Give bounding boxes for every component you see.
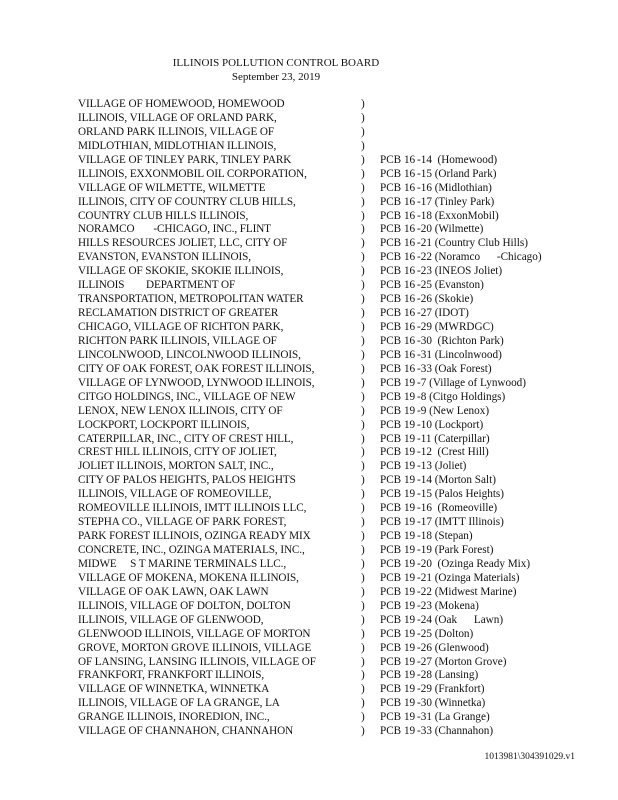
case-number: -22 (Midwest Marine) bbox=[417, 585, 517, 598]
pcb-docket: PCB 19 bbox=[380, 516, 416, 529]
caption-paren: ) bbox=[361, 321, 365, 333]
caption-line bbox=[0, 210, 618, 224]
case-number: -8 (Citgo Holdings) bbox=[417, 390, 506, 403]
caption-line bbox=[0, 279, 618, 293]
pcb-docket: PCB 16 bbox=[380, 195, 416, 208]
party-text: PARK FOREST ILLINOIS, OZINGA READY MIX bbox=[78, 530, 311, 543]
pcb-docket: PCB 19 bbox=[380, 418, 416, 431]
party-text: EVANSTON, EVANSTON ILLINOIS, bbox=[78, 251, 251, 264]
case-number: -29 (Frankfort) bbox=[417, 683, 485, 696]
caption-line bbox=[0, 419, 618, 433]
caption-paren: ) bbox=[361, 348, 365, 361]
case-number: -33 (Channahon) bbox=[417, 725, 494, 738]
party-text: OF LANSING, LANSING ILLINOIS, VILLAGE OF bbox=[78, 655, 316, 668]
caption-line bbox=[0, 98, 618, 112]
pcb-docket: PCB 19 bbox=[380, 460, 416, 473]
caption-paren: ) bbox=[361, 488, 365, 501]
party-text: GRANGE ILLINOIS, INOREDION, INC., bbox=[78, 711, 270, 724]
party-text: VILLAGE OF HOMEWOOD, HOMEWOOD bbox=[78, 98, 285, 110]
pcb-docket: PCB 19 bbox=[380, 585, 416, 598]
party-text: CREST HILL ILLINOIS, CITY OF JOLIET, bbox=[78, 446, 277, 459]
caption-paren: ) bbox=[361, 251, 365, 264]
party-text: VILLAGE OF TINLEY PARK, TINLEY PARK bbox=[78, 153, 292, 166]
caption-paren: ) bbox=[361, 195, 365, 208]
party-text: ILLINOIS, VILLAGE OF ORLAND PARK, bbox=[78, 111, 277, 124]
caption-line bbox=[0, 112, 618, 126]
party-text: MIDLOTHIAN, MIDLOTHIAN ILLINOIS, bbox=[78, 139, 277, 152]
pcb-docket: PCB 16 bbox=[380, 307, 416, 320]
party-text: CITGO HOLDINGS, INC., VILLAGE OF NEW bbox=[78, 390, 296, 403]
case-number: -20 (Ozinga Ready Mix) bbox=[417, 557, 531, 570]
caption-line bbox=[0, 725, 618, 739]
caption-paren: ) bbox=[361, 153, 365, 166]
pcb-docket: PCB 16 bbox=[380, 153, 416, 166]
caption-line bbox=[0, 265, 618, 279]
case-number: -10 (Lockport) bbox=[417, 418, 484, 431]
board-title: ILLINOIS POLLUTION CONTROL BOARD bbox=[172, 57, 380, 69]
pcb-docket: PCB 19 bbox=[380, 446, 416, 459]
caption-paren: ) bbox=[361, 167, 365, 180]
caption-paren: ) bbox=[361, 655, 365, 668]
case-number: -23 (INEOS Joliet) bbox=[417, 265, 503, 278]
party-text: VILLAGE OF CHANNAHON, CHANNAHON bbox=[78, 725, 294, 738]
caption-paren: ) bbox=[361, 237, 365, 250]
party-text: CATERPILLAR, INC., CITY OF CREST HILL, bbox=[78, 432, 294, 445]
caption-paren: ) bbox=[361, 669, 365, 682]
caption-paren: ) bbox=[361, 585, 365, 598]
caption-paren: ) bbox=[361, 641, 365, 654]
caption-paren: ) bbox=[361, 516, 365, 529]
pcb-docket: PCB 19 bbox=[380, 669, 416, 682]
caption-paren: ) bbox=[361, 139, 365, 152]
caption-paren: ) bbox=[361, 265, 365, 278]
caption-line bbox=[0, 182, 618, 196]
document-header bbox=[0, 57, 552, 84]
caption-paren: ) bbox=[361, 683, 365, 696]
caption-paren: ) bbox=[361, 279, 365, 292]
case-number: -22 (Noramco -Chicago) bbox=[417, 251, 542, 264]
caption-line bbox=[0, 516, 618, 530]
pcb-docket: PCB 19 bbox=[380, 571, 416, 584]
case-number: -14 (Morton Salt) bbox=[417, 474, 496, 487]
case-number: -27 (Morton Grove) bbox=[417, 655, 507, 668]
pcb-docket: PCB 16 bbox=[380, 167, 416, 180]
case-number: -15 (Palos Heights) bbox=[417, 488, 505, 501]
caption-line bbox=[0, 251, 618, 265]
document-date: September 23, 2019 bbox=[231, 70, 321, 83]
party-text: ILLINOIS, VILLAGE OF GLENWOOD, bbox=[78, 613, 264, 626]
party-text: ILLINOIS, VILLAGE OF ROMEOVILLE, bbox=[78, 488, 272, 501]
case-number: -14 (Homewood) bbox=[417, 153, 498, 166]
party-text: RECLAMATION DISTRICT OF GREATER bbox=[78, 307, 279, 320]
pcb-docket: PCB 19 bbox=[380, 390, 416, 403]
party-text: VILLAGE OF WILMETTE, WILMETTE bbox=[78, 181, 266, 194]
caption-line bbox=[0, 363, 618, 377]
caption-line bbox=[0, 572, 618, 586]
pcb-docket: PCB 19 bbox=[380, 627, 416, 640]
caption-paren: ) bbox=[361, 362, 365, 375]
caption-paren: ) bbox=[361, 697, 365, 710]
pcb-docket: PCB 19 bbox=[380, 404, 416, 417]
party-text: ILLINOIS, CITY OF COUNTRY CLUB HILLS, bbox=[78, 195, 296, 208]
pcb-docket: PCB 19 bbox=[380, 655, 416, 668]
caption-paren: ) bbox=[361, 530, 365, 543]
party-text: CONCRETE, INC., OZINGA MATERIALS, INC., bbox=[78, 544, 305, 556]
party-text: ILLINOIS DEPARTMENT OF bbox=[78, 279, 236, 292]
caption-paren: ) bbox=[361, 627, 365, 640]
party-text: VILLAGE OF LYNWOOD, LYNWOOD ILLINOIS, bbox=[78, 376, 315, 389]
caption-paren: ) bbox=[361, 711, 365, 724]
case-number: -12 (Crest Hill) bbox=[417, 446, 489, 459]
document-id: 1013981\304391029.v1 bbox=[484, 752, 575, 762]
caption-paren: ) bbox=[361, 544, 365, 556]
pcb-docket: PCB 19 bbox=[380, 725, 416, 738]
case-number: -20 (Wilmette) bbox=[417, 223, 484, 236]
caption-line bbox=[0, 614, 618, 628]
caption-line bbox=[0, 391, 618, 405]
case-number: -16 (Midlothian) bbox=[417, 181, 492, 194]
caption-paren: ) bbox=[361, 446, 365, 459]
pcb-docket: PCB 19 bbox=[380, 683, 416, 696]
caption-line bbox=[0, 335, 618, 349]
caption-line bbox=[0, 126, 618, 140]
pcb-docket: PCB 16 bbox=[380, 265, 416, 278]
party-text: VILLAGE OF MOKENA, MOKENA ILLINOIS, bbox=[78, 571, 299, 584]
party-text: LOCKPORT, LOCKPORT ILLINOIS, bbox=[78, 418, 250, 431]
caption-line bbox=[0, 697, 618, 711]
caption-paren: ) bbox=[361, 404, 365, 417]
pcb-docket: PCB 19 bbox=[380, 711, 416, 724]
pcb-docket: PCB 19 bbox=[380, 474, 416, 487]
pcb-docket: PCB 16 bbox=[380, 293, 416, 306]
caption-line bbox=[0, 628, 618, 642]
case-number: -24 (Oak Lawn) bbox=[417, 613, 504, 626]
caption-line bbox=[0, 544, 618, 558]
caption-line bbox=[0, 433, 618, 447]
caption-paren: ) bbox=[361, 376, 365, 389]
caption-line bbox=[0, 237, 618, 251]
party-text: LENOX, NEW LENOX ILLINOIS, CITY OF bbox=[78, 404, 283, 417]
case-number: -9 (New Lenox) bbox=[417, 404, 490, 417]
caption-line bbox=[0, 502, 618, 516]
caption-paren: ) bbox=[361, 502, 365, 515]
case-number: -30 (Richton Park) bbox=[417, 334, 504, 347]
party-text: GROVE, MORTON GROVE ILLINOIS, VILLAGE bbox=[78, 641, 312, 654]
caption-line bbox=[0, 460, 618, 474]
party-text: FRANKFORT, FRANKFORT ILLINOIS, bbox=[78, 669, 265, 682]
caption-line bbox=[0, 656, 618, 670]
party-text: TRANSPORTATION, METROPOLITAN WATER bbox=[78, 293, 304, 306]
caption-paren: ) bbox=[361, 223, 365, 236]
caption-line bbox=[0, 349, 618, 363]
pcb-docket: PCB 19 bbox=[380, 432, 416, 445]
caption-line bbox=[0, 600, 618, 614]
party-text: VILLAGE OF SKOKIE, SKOKIE ILLINOIS, bbox=[78, 265, 284, 278]
caption-line bbox=[0, 405, 618, 419]
case-number: -23 (Mokena) bbox=[417, 599, 479, 612]
party-text: VILLAGE OF WINNETKA, WINNETKA bbox=[78, 683, 270, 696]
caption-paren: ) bbox=[361, 334, 365, 347]
pcb-docket: PCB 16 bbox=[380, 223, 416, 236]
case-number: -25 (Evanston) bbox=[417, 279, 484, 292]
party-text: STEPHA CO., VILLAGE OF PARK FOREST, bbox=[78, 516, 287, 529]
party-text: ROMEOVILLE ILLINOIS, IMTT ILLINOIS LLC, bbox=[78, 502, 307, 515]
caption-paren: ) bbox=[361, 474, 365, 487]
case-number: -13 (Joliet) bbox=[417, 460, 467, 473]
case-number: -29 (MWRDGC) bbox=[417, 321, 494, 333]
case-number: -30 (Winnetka) bbox=[417, 697, 486, 710]
caption-paren: ) bbox=[361, 432, 365, 445]
case-number: -7 (Village of Lynwood) bbox=[417, 376, 527, 389]
case-number: -16 (Romeoville) bbox=[417, 502, 498, 515]
caption-line bbox=[0, 168, 618, 182]
pcb-docket: PCB 19 bbox=[380, 697, 416, 710]
caption-paren: ) bbox=[361, 209, 365, 222]
caption-line bbox=[0, 669, 618, 683]
pcb-docket: PCB 16 bbox=[380, 362, 416, 375]
caption-line bbox=[0, 196, 618, 210]
case-number: -25 (Dolton) bbox=[417, 627, 474, 640]
pcb-docket: PCB 19 bbox=[380, 376, 416, 389]
caption-paren: ) bbox=[361, 125, 365, 138]
pcb-docket: PCB 16 bbox=[380, 321, 416, 333]
party-text: CITY OF PALOS HEIGHTS, PALOS HEIGHTS bbox=[78, 474, 296, 487]
party-text: RICHTON PARK ILLINOIS, VILLAGE OF bbox=[78, 334, 277, 347]
pcb-docket: PCB 16 bbox=[380, 334, 416, 347]
caption-line bbox=[0, 293, 618, 307]
pcb-docket: PCB 19 bbox=[380, 613, 416, 626]
case-number: -21 (Country Club Hills) bbox=[417, 237, 528, 250]
caption-paren: ) bbox=[361, 557, 365, 570]
party-text: NORAMCO -CHICAGO, INC., FLINT bbox=[78, 223, 271, 236]
caption-paren: ) bbox=[361, 98, 365, 110]
caption-line bbox=[0, 307, 618, 321]
party-text: JOLIET ILLINOIS, MORTON SALT, INC., bbox=[78, 460, 274, 473]
pcb-docket: PCB 19 bbox=[380, 557, 416, 570]
caption-line bbox=[0, 223, 618, 237]
pcb-docket: PCB 16 bbox=[380, 348, 416, 361]
pcb-docket: PCB 19 bbox=[380, 502, 416, 515]
caption-line bbox=[0, 530, 618, 544]
party-text: HILLS RESOURCES JOLIET, LLC, CITY OF bbox=[78, 237, 288, 250]
case-number: -17 (Tinley Park) bbox=[417, 195, 495, 208]
caption-line bbox=[0, 711, 618, 725]
case-number: -15 (Orland Park) bbox=[417, 167, 497, 180]
caption-paren: ) bbox=[361, 613, 365, 626]
caption-line bbox=[0, 642, 618, 656]
case-number: -26 (Glenwood) bbox=[417, 641, 489, 654]
party-text: ORLAND PARK ILLINOIS, VILLAGE OF bbox=[78, 125, 274, 138]
party-text: LINCOLNWOOD, LINCOLNWOOD ILLINOIS, bbox=[78, 348, 301, 361]
caption-line bbox=[0, 154, 618, 168]
caption-line bbox=[0, 474, 618, 488]
case-caption bbox=[0, 98, 618, 739]
caption-paren: ) bbox=[361, 460, 365, 473]
case-number: -18 (ExxonMobil) bbox=[417, 209, 499, 222]
caption-paren: ) bbox=[361, 307, 365, 320]
caption-paren: ) bbox=[361, 571, 365, 584]
party-text: ILLINOIS, EXXONMOBIL OIL CORPORATION, bbox=[78, 167, 307, 180]
case-number: -18 (Stepan) bbox=[417, 530, 473, 543]
caption-paren: ) bbox=[361, 293, 365, 306]
party-text: CITY OF OAK FOREST, OAK FOREST ILLINOIS, bbox=[78, 362, 315, 375]
case-number: -11 (Caterpillar) bbox=[417, 432, 490, 445]
pcb-docket: PCB 16 bbox=[380, 251, 416, 264]
pcb-docket: PCB 16 bbox=[380, 181, 416, 194]
caption-line bbox=[0, 446, 618, 460]
case-number: -21 (Ozinga Materials) bbox=[417, 571, 520, 584]
caption-line bbox=[0, 558, 618, 572]
caption-paren: ) bbox=[361, 418, 365, 431]
party-text: COUNTRY CLUB HILLS ILLINOIS, bbox=[78, 209, 249, 222]
caption-paren: ) bbox=[361, 390, 365, 403]
caption-line bbox=[0, 377, 618, 391]
party-text: CHICAGO, VILLAGE OF RICHTON PARK, bbox=[78, 321, 284, 333]
case-number: -17 (IMTT Illinois) bbox=[417, 516, 504, 529]
case-number: -28 (Lansing) bbox=[417, 669, 479, 682]
case-number: -31 (Lincolnwood) bbox=[417, 348, 502, 361]
caption-line bbox=[0, 683, 618, 697]
caption-line bbox=[0, 140, 618, 154]
party-text: GLENWOOD ILLINOIS, VILLAGE OF MORTON bbox=[78, 627, 311, 640]
caption-line bbox=[0, 488, 618, 502]
case-number: -27 (IDOT) bbox=[417, 307, 469, 320]
caption-line bbox=[0, 586, 618, 600]
party-text: ILLINOIS, VILLAGE OF LA GRANGE, LA bbox=[78, 697, 280, 710]
caption-paren: ) bbox=[361, 181, 365, 194]
caption-paren: ) bbox=[361, 111, 365, 124]
pcb-docket: PCB 19 bbox=[380, 641, 416, 654]
pcb-docket: PCB 16 bbox=[380, 209, 416, 222]
party-text: VILLAGE OF OAK LAWN, OAK LAWN bbox=[78, 585, 269, 598]
pcb-docket: PCB 16 bbox=[380, 279, 416, 292]
pcb-docket: PCB 19 bbox=[380, 488, 416, 501]
case-number: -33 (Oak Forest) bbox=[417, 362, 492, 375]
pcb-docket: PCB 16 bbox=[380, 237, 416, 250]
party-text: MIDWE S T MARINE TERMINALS LLC., bbox=[78, 557, 287, 570]
case-number: -19 (Park Forest) bbox=[417, 544, 494, 556]
pcb-docket: PCB 19 bbox=[380, 599, 416, 612]
caption-paren: ) bbox=[361, 725, 365, 738]
case-number: -31 (La Grange) bbox=[417, 711, 490, 724]
case-number: -26 (Skokie) bbox=[417, 293, 474, 306]
caption-paren: ) bbox=[361, 599, 365, 612]
pcb-docket: PCB 19 bbox=[380, 544, 416, 556]
pcb-docket: PCB 19 bbox=[380, 530, 416, 543]
party-text: ILLINOIS, VILLAGE OF DOLTON, DOLTON bbox=[78, 599, 291, 612]
caption-line bbox=[0, 321, 618, 335]
